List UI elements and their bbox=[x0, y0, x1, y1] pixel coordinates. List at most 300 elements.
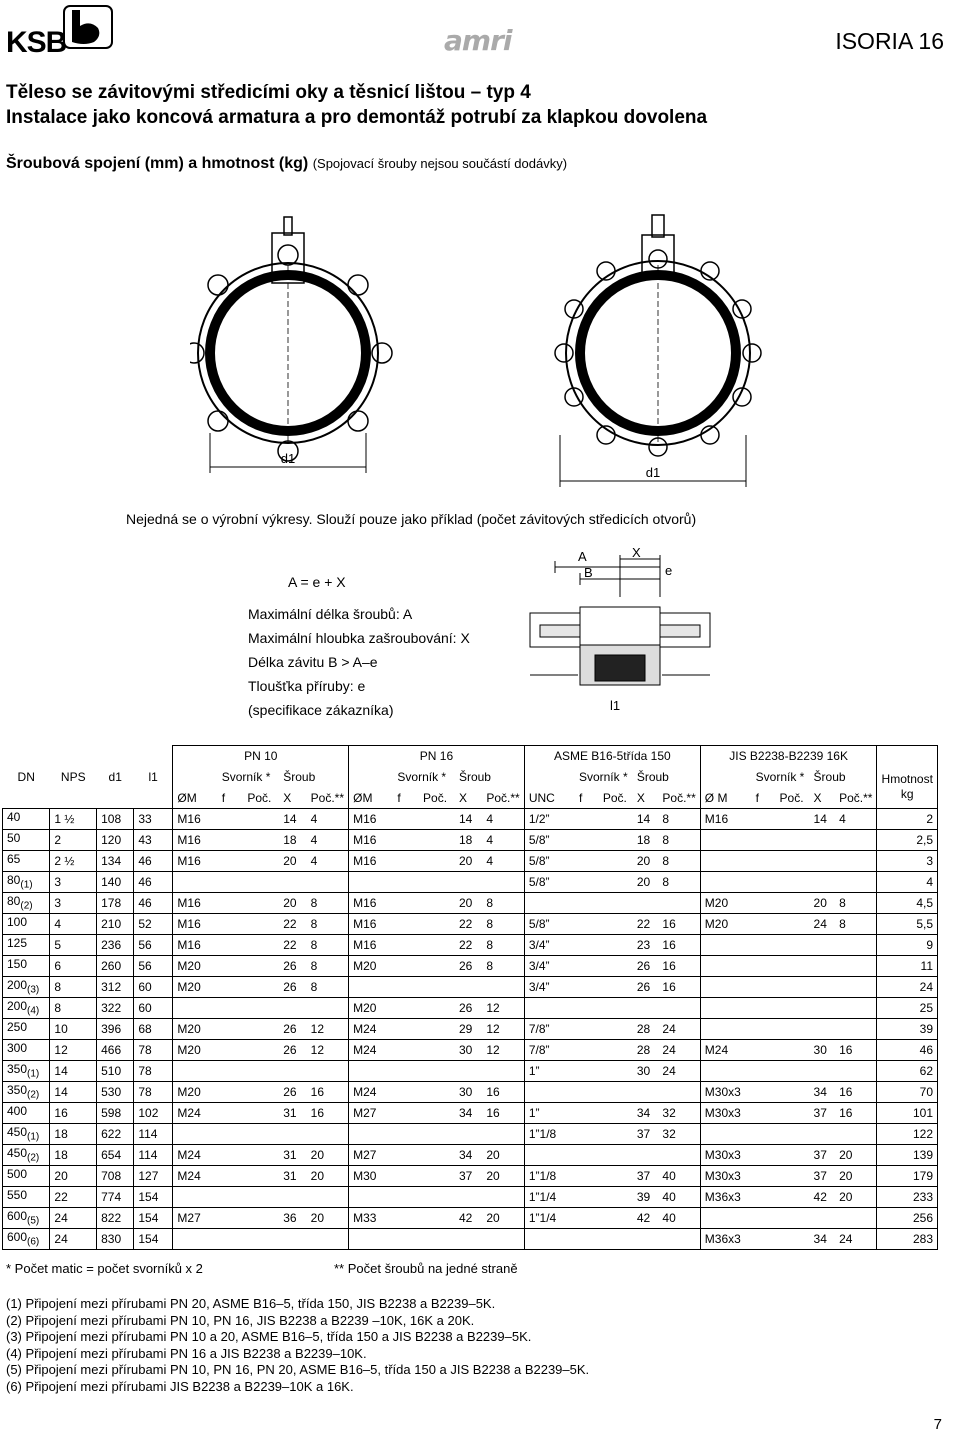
dim-l1-label: l1 bbox=[610, 698, 621, 713]
cell-pn10-4: 20 bbox=[307, 1166, 349, 1187]
cell-jis-1 bbox=[752, 1103, 776, 1124]
cell-dn-value: 350 bbox=[7, 1062, 28, 1077]
cell-pn10-2 bbox=[243, 1082, 279, 1103]
cell-jis-2 bbox=[776, 998, 810, 1019]
cell-asme-0 bbox=[524, 1082, 575, 1103]
document-reference: ISORIA 16 bbox=[835, 28, 944, 54]
cell-pn10-0 bbox=[173, 1187, 218, 1208]
cell-mass: 46 bbox=[877, 1040, 938, 1061]
cell-asme-1 bbox=[575, 998, 599, 1019]
cell-dn-value: 40 bbox=[7, 810, 21, 825]
cell-pn16-1 bbox=[393, 1082, 419, 1103]
cell-l1: 78 bbox=[134, 1040, 173, 1061]
cell-jis-1 bbox=[752, 935, 776, 956]
cell-d1: 236 bbox=[97, 935, 134, 956]
cell-nps: 5 bbox=[50, 935, 97, 956]
cell-jis-1 bbox=[752, 914, 776, 935]
cell-asme-0: 7/8” bbox=[524, 1019, 575, 1040]
cell-asme-4: 24 bbox=[658, 1019, 700, 1040]
table-row bbox=[3, 1208, 938, 1229]
cell-pn10-4 bbox=[307, 1229, 349, 1250]
cell-jis-1 bbox=[752, 1082, 776, 1103]
cell-pn10-0: M16 bbox=[173, 893, 218, 914]
cell-jis-0 bbox=[700, 872, 751, 893]
cell-l1: 154 bbox=[134, 1229, 173, 1250]
cell-pn16-2 bbox=[419, 977, 455, 998]
cell-asme-3: 23 bbox=[633, 935, 659, 956]
section-heading bbox=[6, 155, 567, 173]
cell-asme-1 bbox=[575, 914, 599, 935]
cell-pn10-4: 12 bbox=[307, 1040, 349, 1061]
cell-nps: 24 bbox=[50, 1208, 97, 1229]
cell-pn16-4: 8 bbox=[482, 935, 524, 956]
footnote-4: (4) Připojení mezi přírubami PN 16 a JIS B2238 a B2239–10K. bbox=[6, 1345, 367, 1361]
cell-dn-value: 300 bbox=[7, 1041, 28, 1056]
cell-pn16-3: 18 bbox=[455, 830, 482, 851]
pn10-col-x: X bbox=[283, 790, 292, 805]
cell-pn10-0: M24 bbox=[173, 1103, 218, 1124]
cell-pn10-4: 8 bbox=[307, 935, 349, 956]
cell-asme-0: 1”1/4 bbox=[524, 1208, 575, 1229]
cell-pn16-0 bbox=[349, 1124, 394, 1145]
cell-jis-0: M30x3 bbox=[700, 1103, 751, 1124]
cell-asme-0: 5/8” bbox=[524, 872, 575, 893]
table-row bbox=[3, 1166, 938, 1187]
footnote-nuts: * Počet matic = počet svorníků x 2 bbox=[6, 1261, 203, 1276]
cell-d1: 120 bbox=[97, 830, 134, 851]
cell-jis-2 bbox=[776, 893, 810, 914]
cell-jis-1 bbox=[752, 893, 776, 914]
cell-pn16-3: 26 bbox=[455, 998, 482, 1019]
cell-mass: 122 bbox=[877, 1124, 938, 1145]
cell-pn16-3: 34 bbox=[455, 1145, 482, 1166]
cell-asme-4: 24 bbox=[658, 1040, 700, 1061]
cell-nps: 20 bbox=[50, 1166, 97, 1187]
cell-pn10-4: 4 bbox=[307, 851, 349, 872]
asme-sroub: Šroub bbox=[636, 770, 669, 784]
cell-pn10-3 bbox=[279, 998, 306, 1019]
cell-d1: 598 bbox=[97, 1103, 134, 1124]
cell-pn16-1 bbox=[393, 1124, 419, 1145]
cell-pn16-3: 14 bbox=[455, 809, 482, 830]
cell-jis-1 bbox=[752, 1187, 776, 1208]
cell-dn bbox=[3, 1124, 50, 1145]
cell-asme-4: 16 bbox=[658, 977, 700, 998]
cell-jis-1 bbox=[752, 1124, 776, 1145]
cell-mass: 4 bbox=[877, 872, 938, 893]
cell-pn16-0: M24 bbox=[349, 1082, 394, 1103]
cell-dn-value: 500 bbox=[7, 1167, 28, 1182]
cell-asme-1 bbox=[575, 851, 599, 872]
cell-asme-3 bbox=[633, 1082, 659, 1103]
bolt-data-table bbox=[2, 745, 938, 1250]
jis-col-x: X bbox=[813, 790, 822, 805]
header-dn: DN bbox=[17, 770, 35, 784]
cell-jis-3 bbox=[810, 956, 836, 977]
cell-nps: 18 bbox=[50, 1145, 97, 1166]
cell-jis-4: 20 bbox=[835, 1166, 877, 1187]
cell-jis-1 bbox=[752, 1040, 776, 1061]
cell-dn-footnote-ref: (4) bbox=[27, 1005, 40, 1017]
cell-pn10-1 bbox=[218, 1082, 244, 1103]
cell-pn16-1 bbox=[393, 1145, 419, 1166]
cell-mass: 101 bbox=[877, 1103, 938, 1124]
cell-pn10-4: 8 bbox=[307, 977, 349, 998]
cell-dn-value: 450 bbox=[7, 1146, 28, 1161]
cell-asme-2 bbox=[599, 998, 633, 1019]
cell-pn10-2 bbox=[243, 1145, 279, 1166]
cell-pn16-3: 20 bbox=[455, 893, 482, 914]
cell-pn16-1 bbox=[393, 977, 419, 998]
cell-asme-3: 28 bbox=[633, 1019, 659, 1040]
cell-pn16-0 bbox=[349, 1229, 394, 1250]
cell-pn16-1 bbox=[393, 1187, 419, 1208]
cell-asme-4: 8 bbox=[658, 872, 700, 893]
cell-d1: 210 bbox=[97, 914, 134, 935]
cell-asme-4: 24 bbox=[658, 1061, 700, 1082]
cell-pn10-0: M20 bbox=[173, 1019, 218, 1040]
cell-l1: 114 bbox=[134, 1124, 173, 1145]
cell-jis-4: 20 bbox=[835, 1187, 877, 1208]
cell-pn16-4: 4 bbox=[482, 851, 524, 872]
cell-asme-4: 40 bbox=[658, 1166, 700, 1187]
cell-jis-2 bbox=[776, 956, 810, 977]
cell-dn bbox=[3, 1019, 50, 1040]
cell-jis-3 bbox=[810, 1124, 836, 1145]
cell-jis-2 bbox=[776, 1061, 810, 1082]
cell-dn-value: 600 bbox=[7, 1230, 28, 1245]
cell-jis-3 bbox=[810, 830, 836, 851]
cell-pn10-3: 20 bbox=[279, 893, 306, 914]
cell-d1: 260 bbox=[97, 956, 134, 977]
cell-nps: 2 ½ bbox=[50, 851, 97, 872]
cell-d1: 830 bbox=[97, 1229, 134, 1250]
table-row bbox=[3, 1040, 938, 1061]
cell-jis-4 bbox=[835, 872, 877, 893]
cell-nps: 2 bbox=[50, 830, 97, 851]
footnote-3: (3) Připojení mezi přírubami PN 10 a 20, ASME B16–5, třída 150 a JIS B2238 a B2239–5K. bbox=[6, 1329, 532, 1344]
table-row bbox=[3, 872, 938, 893]
cell-asme-2 bbox=[599, 1061, 633, 1082]
cell-pn16-2 bbox=[419, 1229, 455, 1250]
pn16-col-poc: Poč. bbox=[423, 790, 448, 805]
cell-mass: 4,5 bbox=[877, 893, 938, 914]
cell-pn16-3: 30 bbox=[455, 1040, 482, 1061]
asme-col-poc2: Poč.** bbox=[662, 790, 696, 805]
cell-d1: 654 bbox=[97, 1145, 134, 1166]
cell-pn16-2 bbox=[419, 1166, 455, 1187]
cell-pn16-2 bbox=[419, 1019, 455, 1040]
cell-dn-value: 80 bbox=[7, 894, 21, 909]
cell-mass: 9 bbox=[877, 935, 938, 956]
cell-pn16-3: 29 bbox=[455, 1019, 482, 1040]
cell-asme-4 bbox=[658, 1229, 700, 1250]
cell-pn10-2 bbox=[243, 1187, 279, 1208]
cell-jis-3 bbox=[810, 977, 836, 998]
cell-pn16-4: 20 bbox=[482, 1145, 524, 1166]
cell-asme-4: 16 bbox=[658, 914, 700, 935]
cell-pn16-0: M16 bbox=[349, 914, 394, 935]
jis-col-f: f bbox=[755, 790, 759, 805]
cell-pn10-3: 31 bbox=[279, 1103, 306, 1124]
cell-d1: 622 bbox=[97, 1124, 134, 1145]
cell-pn10-4: 20 bbox=[307, 1208, 349, 1229]
cell-asme-0: 1/2” bbox=[524, 809, 575, 830]
cell-nps: 3 bbox=[50, 872, 97, 893]
section-heading-main: Šroubová spojení (mm) a hmotnost (kg) bbox=[6, 155, 309, 172]
footnote-6: (6) Připojení mezi přírubami JIS B2238 a B2239–10K a 16K. bbox=[6, 1378, 354, 1394]
cell-mass: 179 bbox=[877, 1166, 938, 1187]
cell-asme-2 bbox=[599, 851, 633, 872]
cell-asme-3: 18 bbox=[633, 830, 659, 851]
cell-asme-3: 28 bbox=[633, 1040, 659, 1061]
cell-pn16-2 bbox=[419, 998, 455, 1019]
asme-svornik: Svorník * bbox=[578, 770, 628, 784]
cell-asme-3: 22 bbox=[633, 914, 659, 935]
cell-pn10-0 bbox=[173, 872, 218, 893]
table-row bbox=[3, 1019, 938, 1040]
cell-pn10-3 bbox=[279, 1061, 306, 1082]
cell-pn16-4: 4 bbox=[482, 809, 524, 830]
cell-pn10-0: M20 bbox=[173, 977, 218, 998]
cell-asme-1 bbox=[575, 1187, 599, 1208]
cell-pn10-0: M20 bbox=[173, 956, 218, 977]
cell-nps: 10 bbox=[50, 1019, 97, 1040]
cell-dn bbox=[3, 809, 50, 830]
cell-asme-2 bbox=[599, 1166, 633, 1187]
cell-nps: 6 bbox=[50, 956, 97, 977]
cell-pn10-1 bbox=[218, 956, 244, 977]
cell-pn16-1 bbox=[393, 1208, 419, 1229]
cell-dn bbox=[3, 1082, 50, 1103]
cell-pn10-4: 8 bbox=[307, 956, 349, 977]
cell-pn16-2 bbox=[419, 914, 455, 935]
cell-asme-2 bbox=[599, 1019, 633, 1040]
cell-d1: 178 bbox=[97, 893, 134, 914]
cell-pn10-3 bbox=[279, 872, 306, 893]
cell-asme-0: 3/4” bbox=[524, 956, 575, 977]
cell-pn10-2 bbox=[243, 893, 279, 914]
cell-dn-value: 250 bbox=[7, 1020, 28, 1035]
cell-asme-1 bbox=[575, 1166, 599, 1187]
cell-mass: 256 bbox=[877, 1208, 938, 1229]
cell-pn16-4: 12 bbox=[482, 998, 524, 1019]
cell-asme-4 bbox=[658, 998, 700, 1019]
cell-asme-1 bbox=[575, 809, 599, 830]
cell-pn10-1 bbox=[218, 1166, 244, 1187]
cell-pn16-3 bbox=[455, 1124, 482, 1145]
cell-dn bbox=[3, 935, 50, 956]
cell-pn16-1 bbox=[393, 1040, 419, 1061]
cell-asme-0: 1”1/8 bbox=[524, 1166, 575, 1187]
right-d1-label: d1 bbox=[645, 465, 661, 480]
cell-pn10-4: 16 bbox=[307, 1082, 349, 1103]
cell-d1: 510 bbox=[97, 1061, 134, 1082]
cell-asme-1 bbox=[575, 1019, 599, 1040]
cell-pn16-2 bbox=[419, 872, 455, 893]
pn10-col-f: f bbox=[221, 790, 226, 805]
cell-dn bbox=[3, 977, 50, 998]
cell-pn10-4: 4 bbox=[307, 809, 349, 830]
cell-pn10-2 bbox=[243, 1229, 279, 1250]
cell-pn10-3: 26 bbox=[279, 1082, 306, 1103]
cell-mass: 3 bbox=[877, 851, 938, 872]
header-nps: NPS bbox=[60, 770, 86, 784]
ksb-b-logo-icon bbox=[62, 4, 114, 50]
cell-l1: 102 bbox=[134, 1103, 173, 1124]
pn16-col-m: ØM bbox=[349, 788, 394, 809]
cell-asme-4 bbox=[658, 1082, 700, 1103]
cell-pn16-4: 8 bbox=[482, 914, 524, 935]
cell-asme-0 bbox=[524, 893, 575, 914]
cell-jis-1 bbox=[752, 998, 776, 1019]
cell-asme-1 bbox=[575, 893, 599, 914]
cell-pn16-0 bbox=[349, 872, 394, 893]
cell-asme-2 bbox=[599, 1082, 633, 1103]
cell-pn16-4: 12 bbox=[482, 1040, 524, 1061]
cell-dn bbox=[3, 872, 50, 893]
cell-pn10-1 bbox=[218, 1124, 244, 1145]
cell-nps: 22 bbox=[50, 1187, 97, 1208]
cell-mass: 2,5 bbox=[877, 830, 938, 851]
cell-pn16-4: 16 bbox=[482, 1082, 524, 1103]
cell-nps: 3 bbox=[50, 893, 97, 914]
cell-jis-2 bbox=[776, 851, 810, 872]
cell-jis-2 bbox=[776, 1166, 810, 1187]
left-d1-label: d1 bbox=[280, 451, 296, 466]
cell-mass: 11 bbox=[877, 956, 938, 977]
cell-jis-2 bbox=[776, 1229, 810, 1250]
cell-pn10-3 bbox=[279, 1229, 306, 1250]
cell-pn16-0 bbox=[349, 1061, 394, 1082]
cell-dn bbox=[3, 1061, 50, 1082]
cell-pn16-2 bbox=[419, 809, 455, 830]
cell-pn10-4: 20 bbox=[307, 1145, 349, 1166]
cell-asme-1 bbox=[575, 1040, 599, 1061]
jis-sroub: Šroub bbox=[813, 770, 846, 784]
cell-pn10-1 bbox=[218, 935, 244, 956]
cell-pn16-2 bbox=[419, 1145, 455, 1166]
cell-mass: 62 bbox=[877, 1061, 938, 1082]
pn10-svornik: Svorník * bbox=[221, 770, 271, 784]
cell-dn-value: 200 bbox=[7, 999, 28, 1014]
cell-asme-0 bbox=[524, 1145, 575, 1166]
cell-asme-1 bbox=[575, 1061, 599, 1082]
cell-pn10-4: 4 bbox=[307, 830, 349, 851]
cell-jis-1 bbox=[752, 1166, 776, 1187]
cell-pn16-3 bbox=[455, 977, 482, 998]
cell-jis-0: M16 bbox=[700, 809, 751, 830]
cell-pn16-1 bbox=[393, 998, 419, 1019]
cell-dn-value: 400 bbox=[7, 1104, 28, 1119]
cell-pn10-2 bbox=[243, 1124, 279, 1145]
cell-dn-value: 80 bbox=[7, 873, 21, 888]
cell-l1: 114 bbox=[134, 1145, 173, 1166]
bolt-section-diagram bbox=[520, 545, 720, 715]
cell-pn16-2 bbox=[419, 830, 455, 851]
cell-pn16-1 bbox=[393, 851, 419, 872]
cell-jis-0 bbox=[700, 977, 751, 998]
cell-jis-1 bbox=[752, 1208, 776, 1229]
cell-pn16-1 bbox=[393, 809, 419, 830]
cell-asme-0 bbox=[524, 1229, 575, 1250]
cell-pn10-4 bbox=[307, 872, 349, 893]
cell-pn10-3: 36 bbox=[279, 1208, 306, 1229]
cell-jis-1 bbox=[752, 851, 776, 872]
cell-pn10-3: 26 bbox=[279, 1040, 306, 1061]
cell-d1: 530 bbox=[97, 1082, 134, 1103]
cell-asme-1 bbox=[575, 1103, 599, 1124]
cell-pn16-3: 42 bbox=[455, 1208, 482, 1229]
cell-pn10-2 bbox=[243, 935, 279, 956]
cell-jis-0 bbox=[700, 830, 751, 851]
cell-jis-4: 16 bbox=[835, 1082, 877, 1103]
cell-dn-footnote-ref: (1) bbox=[20, 879, 33, 891]
cell-asme-2 bbox=[599, 830, 633, 851]
cell-l1: 46 bbox=[134, 872, 173, 893]
cell-nps: 12 bbox=[50, 1040, 97, 1061]
cell-asme-2 bbox=[599, 1229, 633, 1250]
cell-nps: 24 bbox=[50, 1229, 97, 1250]
cell-jis-1 bbox=[752, 1229, 776, 1250]
cell-jis-1 bbox=[752, 1145, 776, 1166]
cell-asme-4: 16 bbox=[658, 956, 700, 977]
cell-asme-3: 42 bbox=[633, 1208, 659, 1229]
dim-e-label: e bbox=[665, 563, 673, 578]
cell-d1: 466 bbox=[97, 1040, 134, 1061]
cell-dn bbox=[3, 1145, 50, 1166]
cell-pn10-3: 22 bbox=[279, 914, 306, 935]
cell-asme-3: 26 bbox=[633, 956, 659, 977]
cell-jis-3: 34 bbox=[810, 1229, 836, 1250]
cell-pn16-1 bbox=[393, 1103, 419, 1124]
cell-pn10-1 bbox=[218, 851, 244, 872]
cell-asme-2 bbox=[599, 1187, 633, 1208]
cell-asme-3: 14 bbox=[633, 809, 659, 830]
section-heading-note: (Spojovací šrouby nejsou součástí dodávky) bbox=[312, 156, 568, 171]
cell-jis-2 bbox=[776, 914, 810, 935]
cell-pn10-3: 26 bbox=[279, 977, 306, 998]
cell-asme-3: 37 bbox=[633, 1124, 659, 1145]
table-row bbox=[3, 830, 938, 851]
cell-pn10-3: 14 bbox=[279, 809, 306, 830]
cell-pn10-4 bbox=[307, 998, 349, 1019]
cell-asme-0: 3/4” bbox=[524, 935, 575, 956]
cell-dn-value: 150 bbox=[7, 957, 28, 972]
cell-dn-value: 50 bbox=[7, 831, 21, 846]
cell-l1: 127 bbox=[134, 1166, 173, 1187]
cell-pn10-3: 26 bbox=[279, 1019, 306, 1040]
cell-mass: 283 bbox=[877, 1229, 938, 1250]
cell-pn16-0: M24 bbox=[349, 1040, 394, 1061]
cell-asme-1 bbox=[575, 1229, 599, 1250]
cell-mass: 139 bbox=[877, 1145, 938, 1166]
cell-dn bbox=[3, 1040, 50, 1061]
cell-jis-2 bbox=[776, 809, 810, 830]
cell-pn16-1 bbox=[393, 872, 419, 893]
table-row bbox=[3, 1145, 938, 1166]
cell-mass: 70 bbox=[877, 1082, 938, 1103]
cell-dn bbox=[3, 1187, 50, 1208]
cell-jis-0 bbox=[700, 935, 751, 956]
cell-jis-4: 4 bbox=[835, 809, 877, 830]
cell-jis-2 bbox=[776, 1103, 810, 1124]
cell-asme-2 bbox=[599, 956, 633, 977]
dim-b-label: B bbox=[584, 565, 593, 580]
cell-d1: 108 bbox=[97, 809, 134, 830]
cell-pn16-2 bbox=[419, 1187, 455, 1208]
cell-asme-3: 37 bbox=[633, 1166, 659, 1187]
